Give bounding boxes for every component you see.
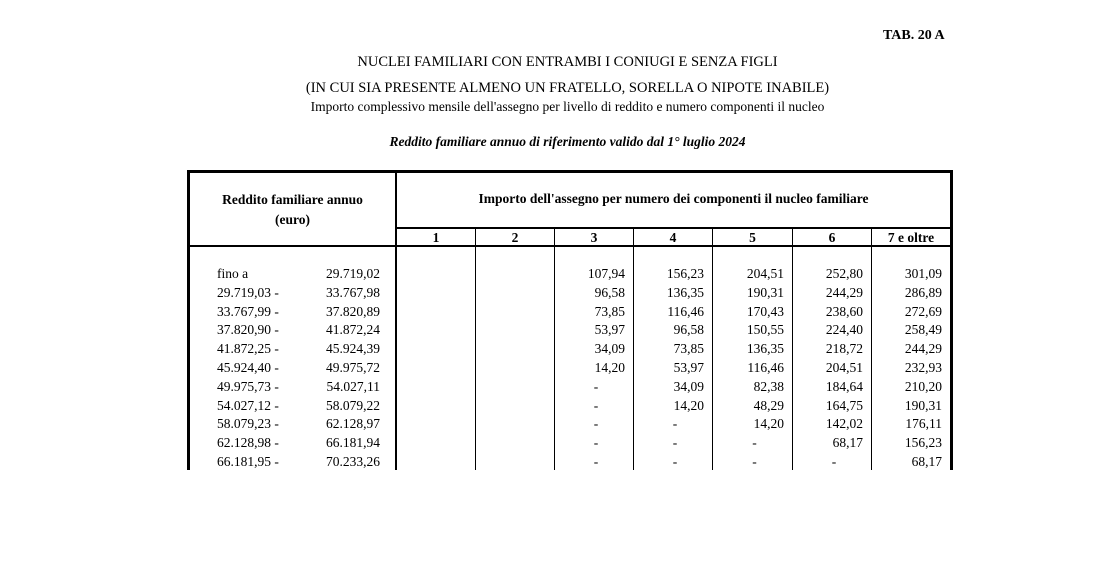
amount-cell: 14,20 <box>753 416 784 432</box>
amount-cell: 14,20 <box>673 397 704 413</box>
income-range-to: 49.975,72 <box>326 360 380 375</box>
document-title-qualifier: (IN CUI SIA PRESENTE ALMENO UN FRATELLO, SORELLA O NIPOTE INABILE) <box>305 80 830 96</box>
income-range-from: 49.975,73 - <box>217 378 279 394</box>
amount-cell: 258,49 <box>904 322 942 338</box>
income-range-from: 54.027,12 - <box>217 397 279 413</box>
amount-cell: 53,97 <box>594 322 625 338</box>
income-range-to: 54.027,11 <box>326 378 380 394</box>
column-header-5: 5 <box>749 230 756 245</box>
amount-cell: 272,69 <box>904 303 942 319</box>
income-header <box>190 190 395 230</box>
amount-cell: 73,85 <box>673 341 704 357</box>
amount-cell: 136,35 <box>666 284 704 300</box>
amount-cell: 244,29 <box>904 341 942 357</box>
income-range-to: 41.872,24 <box>326 322 380 338</box>
income-range-from: 66.181,95 - <box>217 454 279 469</box>
amount-cell: 204,51 <box>746 266 784 281</box>
income-range-from: 33.767,99 - <box>217 303 279 319</box>
income-range-to: 62.128,97 <box>326 416 380 432</box>
amount-cell: 136,35 <box>746 341 784 357</box>
income-range-from: 37.820,90 - <box>217 322 279 338</box>
amount-cell: 96,58 <box>594 284 625 300</box>
amount-cell: - <box>593 378 599 394</box>
header-divider <box>397 227 950 229</box>
column-header-6: 6 <box>828 230 836 245</box>
amount-cell: 34,09 <box>594 341 625 357</box>
amount-cell: 224,40 <box>825 322 863 338</box>
income-range-from: 58.079,23 - <box>217 416 279 432</box>
income-range-from: 41.872,25 - <box>217 341 279 357</box>
amount-cell: 210,20 <box>904 378 942 394</box>
amount-cell: 53,97 <box>673 360 704 375</box>
amount-cell: 142,02 <box>825 416 863 432</box>
income-header-label: Reddito familiare annuo <box>222 192 363 207</box>
income-range-to: 37.820,89 <box>326 303 380 319</box>
income-range-to: 45.924,39 <box>326 341 380 357</box>
amount-cell: 218,72 <box>825 341 863 357</box>
amount-cell: - <box>593 397 599 413</box>
amount-cell: 68,17 <box>911 454 942 469</box>
amount-cell: 150,55 <box>746 322 784 338</box>
column-header-4: 4 <box>669 230 677 245</box>
amount-cell: 48,29 <box>753 397 784 413</box>
amount-cell: 301,09 <box>904 266 942 281</box>
amount-cell: 190,31 <box>904 397 942 413</box>
amount-cell: 116,46 <box>667 303 704 319</box>
amount-cell: 204,51 <box>825 360 863 375</box>
amount-cell: 164,75 <box>825 397 863 413</box>
income-range-to: 33.767,98 <box>326 284 380 300</box>
amount-cell: 156,23 <box>904 435 942 451</box>
income-range-from: 62.128,98 - <box>217 435 279 451</box>
column-header-2: 2 <box>511 230 519 245</box>
amount-cell: - <box>672 416 678 432</box>
amount-cell: 82,38 <box>753 378 784 394</box>
amount-cell: 244,29 <box>825 284 863 300</box>
amount-cell: 286,89 <box>904 284 942 300</box>
amount-header: Importo dell'assegno per numero dei componenti il nucleo familiare <box>478 191 869 206</box>
amount-cell: - <box>672 454 678 469</box>
income-range-from: 29.719,03 - <box>217 284 279 300</box>
column-header-3: 3 <box>590 230 598 245</box>
amount-cell: 107,94 <box>587 266 625 281</box>
amount-cell: 14,20 <box>594 360 625 375</box>
amount-cell: - <box>593 454 599 469</box>
amount-cell: 176,11 <box>905 416 942 432</box>
income-header-unit: (euro) <box>275 212 310 227</box>
amount-cell: 170,43 <box>746 303 784 319</box>
amount-cell: - <box>593 416 599 432</box>
document-title: NUCLEI FAMILIARI CON ENTRAMBI I CONIUGI E SENZA FIGLI <box>357 54 778 70</box>
income-range-from: 45.924,40 - <box>217 360 279 375</box>
income-range-to: 58.079,22 <box>326 397 380 413</box>
amount-cell: 96,58 <box>673 322 704 338</box>
amount-cell: 156,23 <box>666 266 704 281</box>
amount-cell: 232,93 <box>904 360 942 375</box>
amount-cell: 238,60 <box>825 303 863 319</box>
column-header-7: 7 e oltre <box>887 230 935 245</box>
label-column-divider <box>395 173 397 470</box>
amount-cell: - <box>752 454 757 469</box>
column-divider <box>475 228 476 470</box>
income-range-from: fino a <box>217 266 249 281</box>
document-subtitle: Importo complessivo mensile dell'assegno per livello di reddito e numero componenti il nucleo <box>310 99 825 114</box>
amount-cell: 252,80 <box>825 266 863 281</box>
amount-cell: - <box>831 454 837 469</box>
validity-note: Reddito familiare annuo di riferimento valido dal 1° luglio 2024 <box>389 134 746 149</box>
column-header-1: 1 <box>432 230 440 245</box>
amount-cell: 116,46 <box>747 360 784 375</box>
amount-cell: - <box>593 435 599 451</box>
income-range-to: 70.233,26 <box>326 454 380 469</box>
tab-code: TAB. 20 A <box>883 28 945 43</box>
income-range-to: 29.719,02 <box>326 266 380 281</box>
amount-cell: 184,64 <box>825 378 863 394</box>
amount-cell: 73,85 <box>594 303 625 319</box>
amount-cell: - <box>752 435 757 451</box>
amount-cell: 190,31 <box>746 284 784 300</box>
amount-cell: 68,17 <box>832 435 863 451</box>
amount-cell: - <box>672 435 678 451</box>
amount-cell: 34,09 <box>673 378 704 394</box>
income-range-to: 66.181,94 <box>326 435 380 451</box>
